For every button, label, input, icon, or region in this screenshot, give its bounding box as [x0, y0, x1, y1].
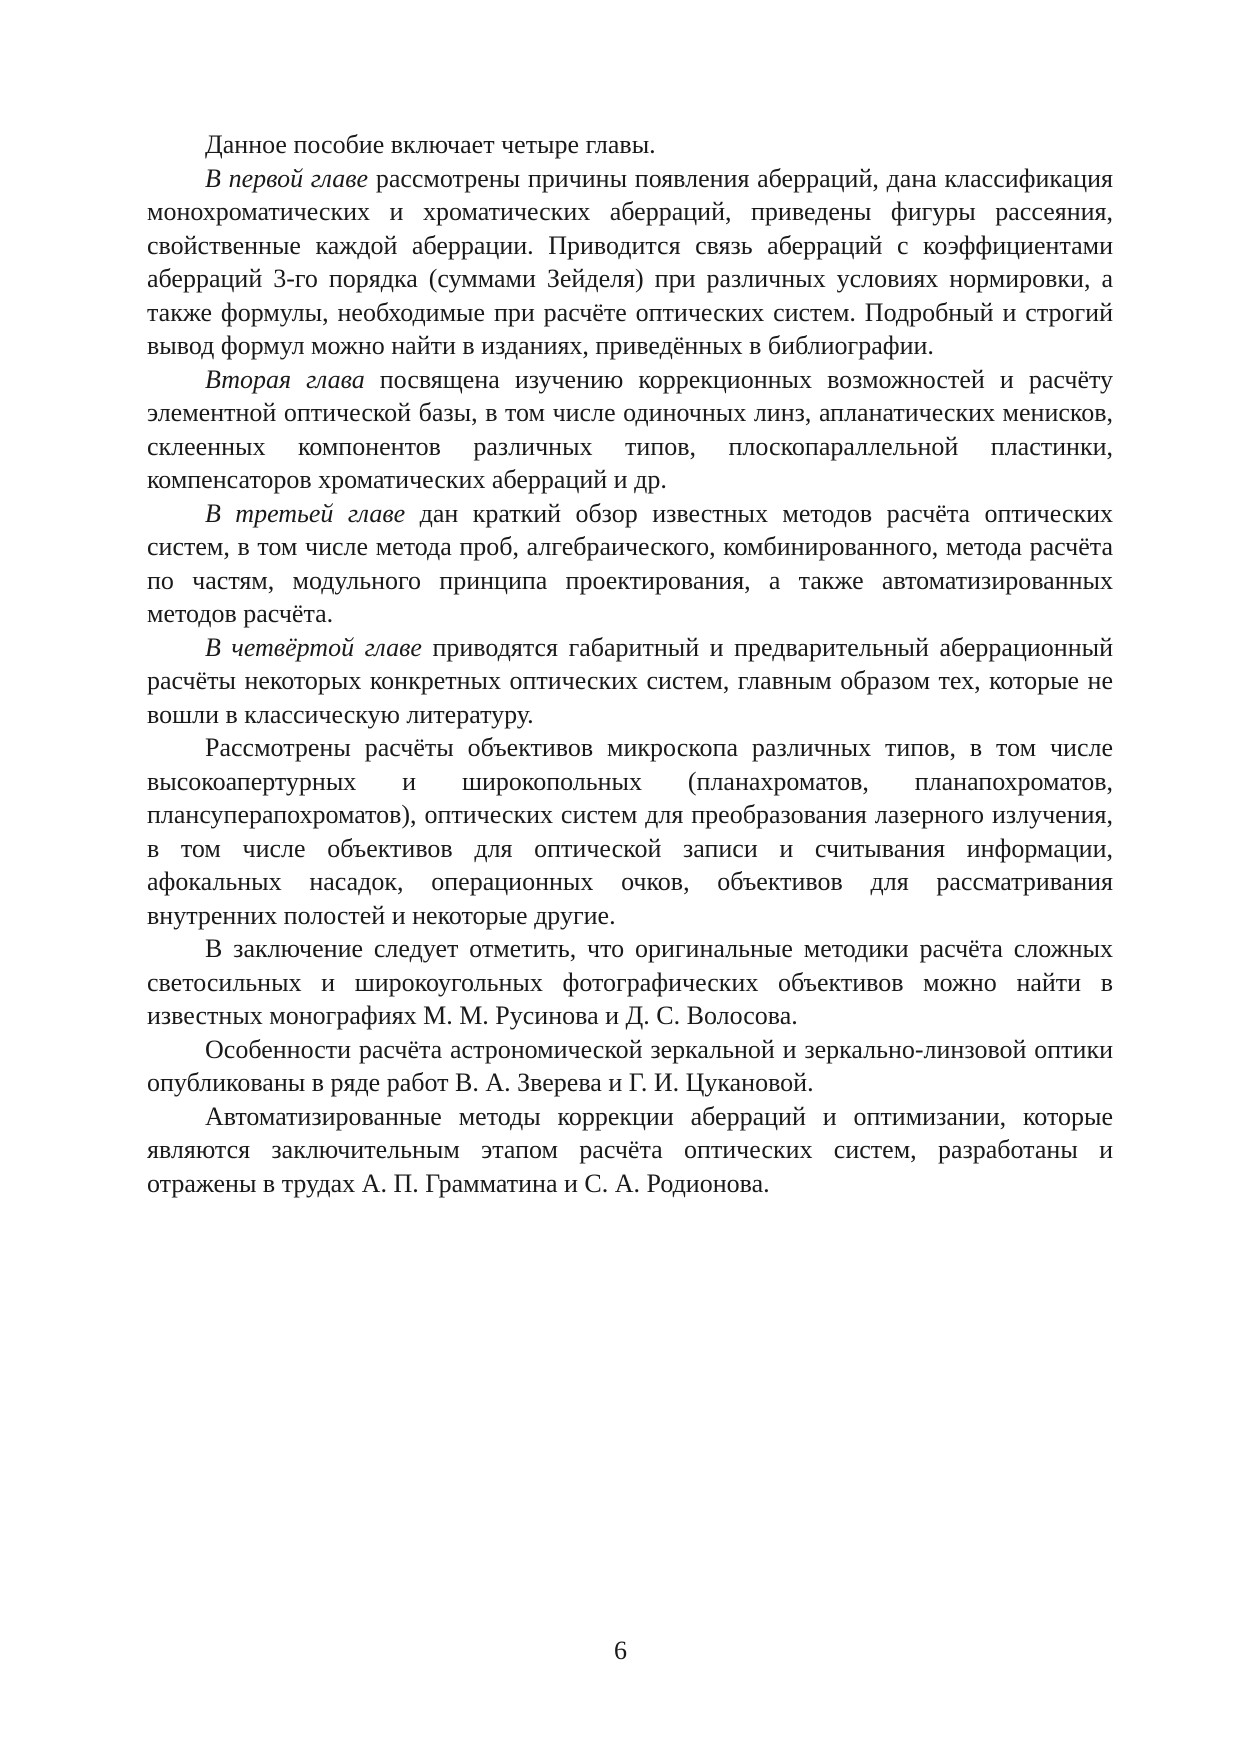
paragraph-microscope [147, 731, 1113, 932]
paragraph-automation [147, 1100, 1113, 1201]
paragraph-chapter-1 [147, 162, 1113, 363]
paragraph-intro [147, 128, 1113, 162]
body-text [147, 128, 1113, 1200]
paragraph-text: рассмотрены причины появления аберраций, дана классификация монохроматических и хроматических аберраций, приведены фигуры рассеяния, свойственные каждой аберрации. Приводится связь аберраций с коэффициентами аберраций 3-го порядка (суммами Зейделя) при различных условиях нормировки, а также формулы, необходимые при расчёте оптических систем. Подробный и строгий вывод формул можно найти в изданиях, приведённых в библиографии. [147, 163, 1113, 360]
paragraph-text: В заключение следует отметить, что оригинальные методики расчёта сложных светосильных и широкоугольных фотографических объективов можно найти в известных монографиях М. М. Русинова и Д. С. Волосова. [147, 934, 1113, 1030]
paragraph-text: приводятся габаритный и предварительный аберрационный расчёты некоторых конкретных оптических систем, главным образом тех, которые не вошли в классическую литературу. [147, 632, 1113, 729]
paragraph-text: дан краткий обзор известных методов расчёта оптических систем, в том числе метода проб, алгебраического, комбинированного, метода расчёта по частям, модульного принципа проектирования, а также автоматизированных методов расчёта. [147, 498, 1113, 628]
chapter-lead: В четвёртой главе [205, 632, 422, 662]
paragraph-chapter-4 [147, 631, 1113, 732]
paragraph-text: Автоматизированные методы коррекции аберраций и оптимизании, которые являются заключительным этапом расчёта оптических систем, разработаны и отражены в трудах А. П. Грамматина и С. А. Родионова. [147, 1101, 1113, 1198]
chapter-lead: Вторая глава [205, 364, 365, 394]
paragraph-conclusion [147, 932, 1113, 1033]
page-number: 6 [614, 1636, 627, 1665]
paragraph-text: посвящена изучению коррекционных возможностей и расчёту элементной оптической базы, в том числе одиночных линз, апланатических менисков, склеенных компонентов различных типов, плоскопараллельной пластинки, компенсаторов хроматических аберраций и др. [147, 364, 1114, 494]
chapter-lead: В третьей главе [205, 498, 406, 528]
paragraph-text: Рассмотрены расчёты объективов микроскопа различных типов, в том числе высокоапертурных и широкопольных (планахроматов, планапохроматов, плансуперапохроматов), оптических систем для преобразования лазерного излучения, в том числе объективов для оптической записи и считывания информации, афокальных насадок, операционных очков, объективов для рассматривания внутренних полостей и некоторые другие. [147, 733, 1113, 930]
paragraph-text: Особенности расчёта астрономической зеркальной и зеркально-линзовой оптики опубликованы в ряде работ В. А. Зверева и Г. И. Цукановой. [147, 1034, 1113, 1097]
chapter-lead: В первой главе [205, 163, 369, 193]
paragraph-chapter-2 [147, 363, 1113, 497]
paragraph-chapter-3 [147, 497, 1113, 631]
paragraph-text: Данное пособие включает четыре главы. [205, 130, 656, 159]
paragraph-astronomy [147, 1033, 1113, 1100]
